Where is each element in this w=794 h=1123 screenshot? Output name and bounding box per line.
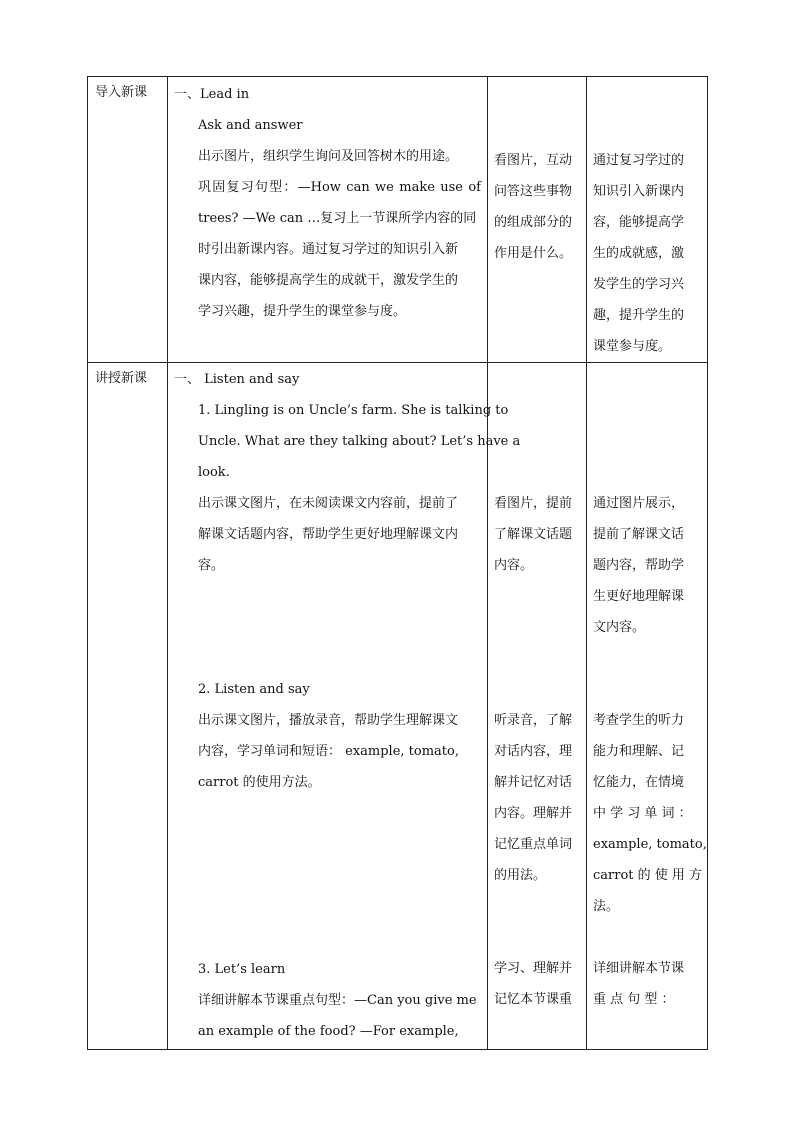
text-line: 题内容，帮助学 (593, 558, 685, 573)
text-line: Uncle. What are they talking about? Let’s have a (198, 434, 521, 449)
text-line: 课内容，能够提高学生的成就干，激发学生的 (198, 273, 459, 288)
text-line: 发学生的学习兴 (593, 277, 685, 292)
text-line: carrot 的 使 用 方 (593, 868, 703, 883)
text-line: 文内容。 (593, 620, 646, 635)
text-line: 通过复习学过的 (593, 153, 685, 168)
text-line: 内容，学习单词和短语： example, tomato, (198, 744, 459, 759)
text-line: 容，能够提高学 (593, 215, 685, 230)
subheading: Ask and answer (198, 118, 303, 133)
text-line: 详细讲解本节课重点句型：—Can you give me (198, 993, 477, 1008)
purpose-cell (587, 77, 708, 363)
text-line: 出示图片，组织学生询问及回答树木的用途。 (198, 149, 459, 164)
text-line: 法。 (593, 899, 620, 914)
student-activity-cell (488, 363, 587, 1050)
text-line: 1. Lingling is on Uncle’s farm. She is talking to (198, 403, 509, 418)
text-line: carrot 的使用方法。 (198, 775, 321, 790)
teacher-activity-cell (168, 77, 488, 363)
text-line: 解课文话题内容，帮助学生更好地理解课文内 (198, 527, 459, 542)
stage-label: 讲授新课 (95, 371, 148, 386)
text-line: 生更好地理解课 (593, 589, 685, 604)
text-line: 的用法。 (494, 868, 547, 883)
text-line: 中 学 习 单 词 ： (593, 806, 692, 821)
text-line: 学习、理解并 (494, 961, 573, 976)
text-line: 记忆重点单词 (494, 837, 573, 852)
text-line: 2. Listen and say (198, 682, 310, 697)
text-line: 的组成部分的 (494, 215, 573, 230)
text-line: 能力和理解、记 (593, 744, 685, 759)
text-line: 内容。理解并 (494, 806, 573, 821)
row-lead-in (88, 77, 708, 363)
text-line: 看图片，提前 (494, 496, 573, 511)
text-line: 3. Let’s learn (198, 962, 286, 977)
text-line: 出示课文图片，在未阅读课文内容前，提前了 (198, 496, 459, 511)
text-line: 听录音，了解 (494, 713, 573, 728)
text-line: 考查学生的听力 (593, 713, 685, 728)
row-new-lesson (88, 363, 708, 1050)
text-line: 出示课文图片，播放录音，帮助学生理解课文 (198, 713, 459, 728)
text-line: trees? —We can …复习上一节课所学内容的同 (198, 211, 477, 226)
text-line: 内容。 (494, 558, 534, 573)
text-line: 生的成就感，激 (593, 246, 685, 261)
text-line: 记忆本节课重 (494, 992, 573, 1007)
lesson-plan-table (87, 76, 708, 1050)
text-line: 解并记忆对话 (494, 775, 573, 790)
text-line: 趣，提升学生的 (593, 308, 685, 323)
text-line: 重 点 句 型 ： (593, 992, 675, 1007)
student-activity-cell (488, 77, 587, 363)
section-heading: 一、 Listen and say (174, 372, 300, 387)
text-line: 作用是什么。 (494, 246, 573, 261)
text-line: 对话内容，理 (494, 744, 573, 759)
text-line: 忆能力，在情境 (593, 775, 685, 790)
text-line: 学习兴趣，提升学生的课堂参与度。 (198, 304, 407, 319)
text-line: 课堂参与度。 (593, 339, 672, 354)
text-line: an example of the food? —For example, (198, 1024, 459, 1039)
text-line: 了解课文话题 (494, 527, 573, 542)
text-line: look. (198, 465, 230, 480)
text-line: 问答这些事物 (494, 184, 573, 199)
text-line: 巩固复习句型：—How can we make use of (198, 180, 481, 195)
text-line: 知识引入新课内 (593, 184, 685, 199)
text-line: 提前了解课文话 (593, 527, 685, 542)
stage-label: 导入新课 (95, 85, 148, 100)
section-heading: 一、Lead in (174, 87, 250, 102)
purpose-cell (587, 363, 708, 1050)
stage-label-cell (88, 363, 168, 1050)
text-line: 时引出新课内容。通过复习学过的知识引入新 (198, 242, 459, 257)
text-line: 看图片，互动 (494, 153, 573, 168)
text-line: 容。 (198, 558, 225, 573)
stage-label-cell (88, 77, 168, 363)
text-line: 通过图片展示， (593, 496, 685, 511)
text-line: example, tomato, (593, 837, 707, 852)
text-line: 详细讲解本节课 (593, 961, 685, 976)
